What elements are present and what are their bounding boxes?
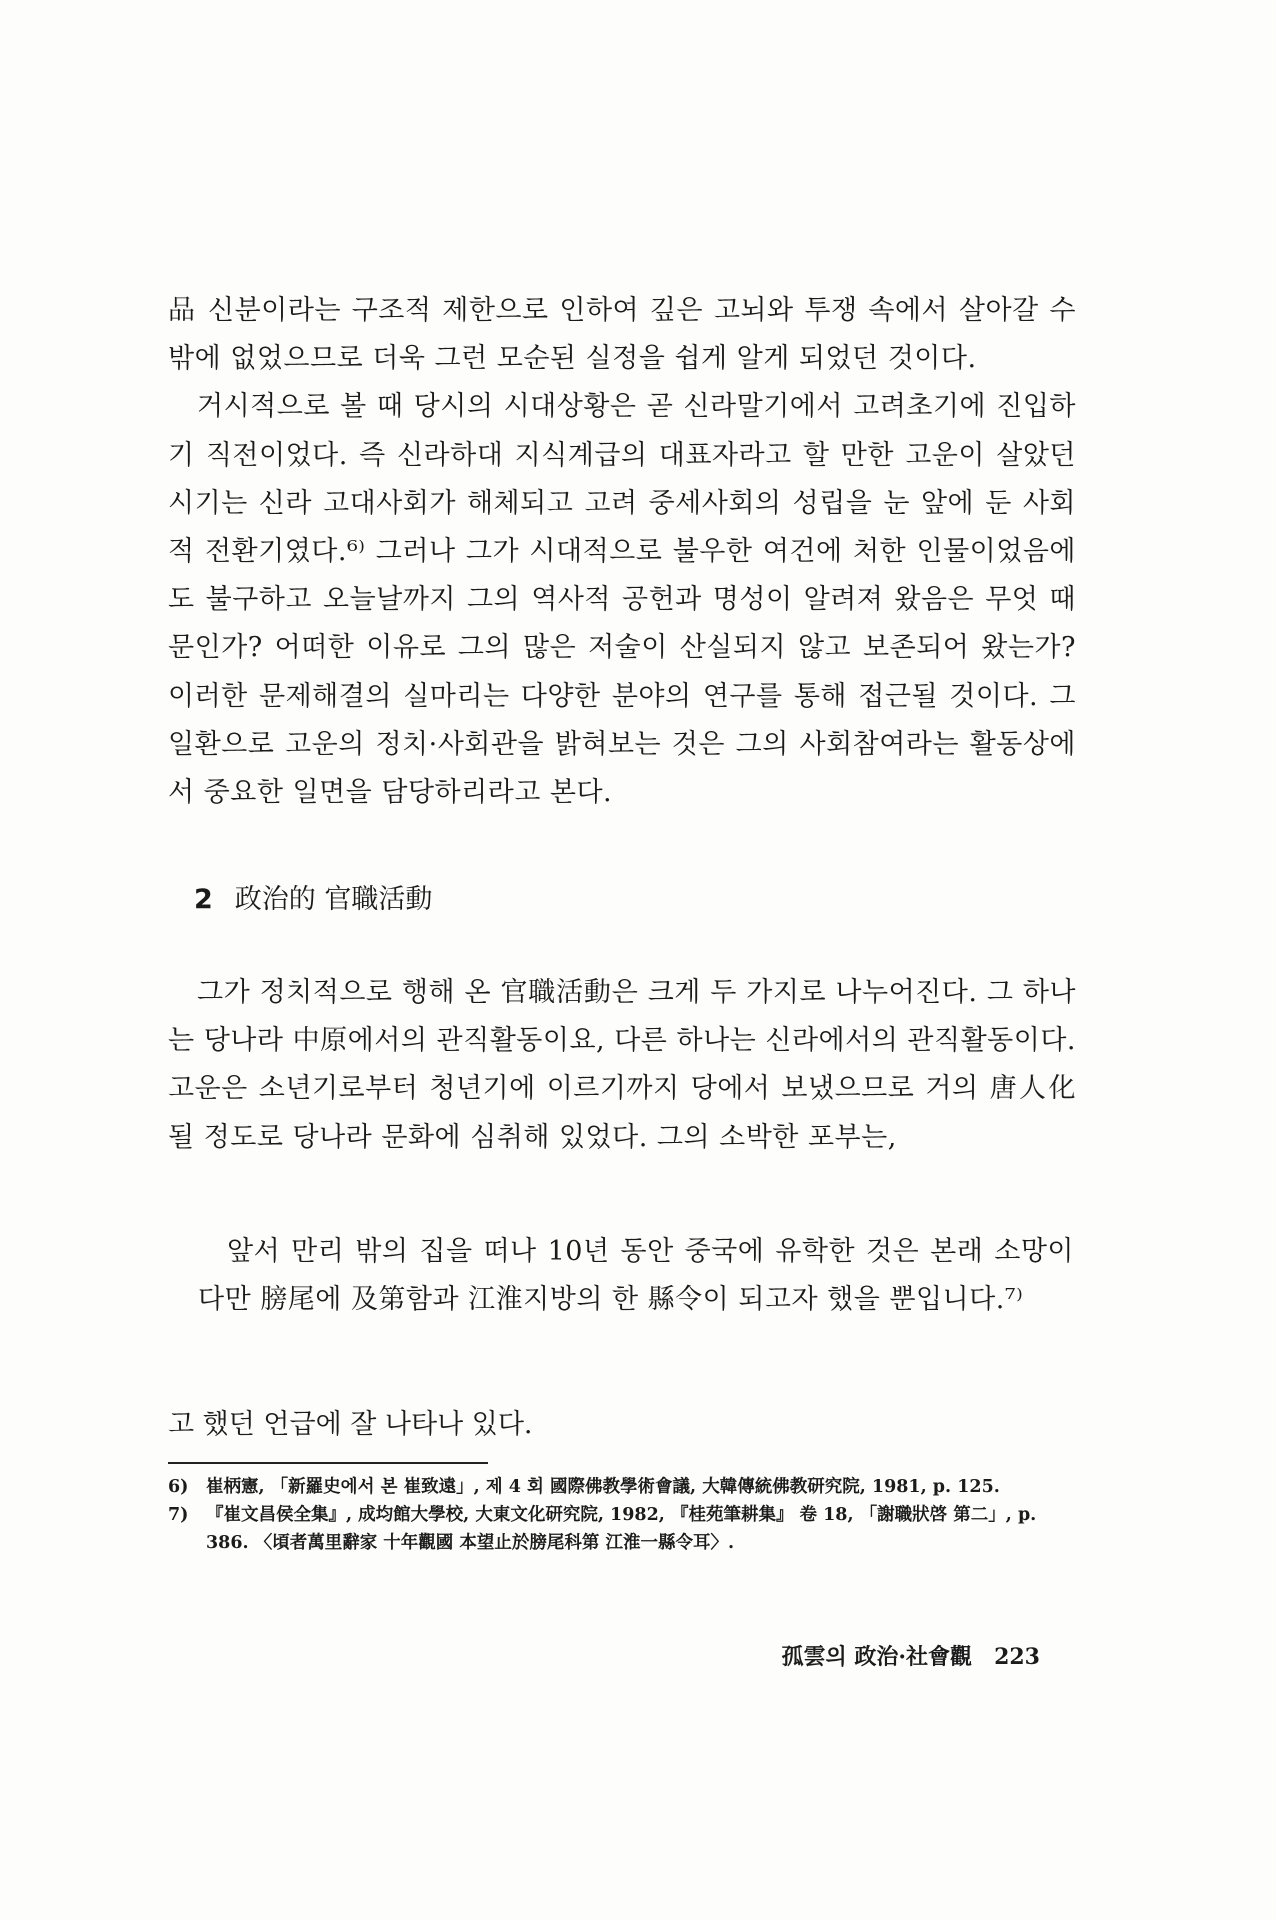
section-heading (194, 880, 432, 920)
section-title: 政治的 官職活動 (234, 884, 433, 915)
footer-title: 孤雲의 政治·社會觀 (781, 1644, 973, 1670)
paragraph-2: 거시적으로 볼 때 당시의 시대상황은 곧 신라말기에서 고려초기에 진입하기 직전이었다. 즉 신라하대 지식계급의 대표자라고 할 만한 고운이 살았던 시기는 신라 고대사회가 해체되고 고려 중세사회의 성립을 눈 앞에 둔 사회적 전환기였다.⁶⁾ 그러나 그가 시대적으로 불우한 여건에 처한 인물이었음에도 불구하고 오늘날까지 그의 역사적 공헌과 명성이 알려져 왔음은 무엇 때문인가? 어떠한 이유로 그의 많은 저술이 산실되지 않고 보존되어 왔는가? 이러한 문제해결의 실마리는 다양한 분야의 연구를 통해 접근될 것이다. 그 일환으로 고운의 정치·사회관을 밝혀보는 것은 그의 사회참여라는 활동상에서 중요한 일면을 담당하리라고 본다. (168, 391, 1076, 809)
footnote-text: 崔柄憲, 「新羅史에서 본 崔致遠」, 제 4 회 國際佛教學術會議, 大韓傳統佛教研究院, 1981, p. 125. (206, 1477, 1000, 1497)
footnote-text: 『崔文昌侯全集』, 成均館大學校, 大東文化研究院, 1982, 『桂苑筆耕集』 卷 18, 「謝職狀啓 第二」, p. 386. 〈頃者萬里辭家 十年觀國 本望止於膀尾科第 江淮一縣令耳〉. (206, 1505, 1037, 1553)
paragraph-1: 品 신분이라는 구조적 제한으로 인하여 깊은 고뇌와 투쟁 속에서 살아갈 수밖에 없었으므로 더욱 그런 모순된 실정을 쉽게 알게 되었던 것이다. (168, 295, 1076, 375)
post-quote-text: 고 했던 언급에 잘 나타나 있다. (168, 1409, 533, 1440)
running-footer (781, 1640, 1040, 1671)
footnote-divider (168, 1462, 488, 1464)
intro-text (168, 287, 1076, 817)
footnote-number: 7) (168, 1505, 189, 1525)
section-paragraph-1: 그가 정치적으로 행해 온 官職活動은 크게 두 가지로 나누어진다. 그 하나는 당나라 中原에서의 관직활동이요, 다른 하나는 신라에서의 관직활동이다. 고운은 소년기로부터 청년기에 이르기까지 당에서 보냈으므로 거의 唐人化될 정도로 당나라 문화에 심취해 있었다. 그의 소박한 포부는, (168, 977, 1076, 1153)
section-number: 2 (194, 884, 213, 915)
footnotes (168, 1473, 1076, 1557)
block-quote: 앞서 만리 밖의 집을 떠나 10년 동안 중국에 유학한 것은 본래 소망이 다만 膀尾에 及第함과 江淮지방의 한 縣令이 되고자 했을 뿐입니다.⁷⁾ (198, 1236, 1074, 1315)
footnote-number: 6) (168, 1477, 189, 1497)
section-body (168, 969, 1076, 1162)
page-number: 223 (994, 1644, 1040, 1670)
footnote-6 (168, 1473, 1076, 1501)
footnote-7 (168, 1501, 1076, 1557)
